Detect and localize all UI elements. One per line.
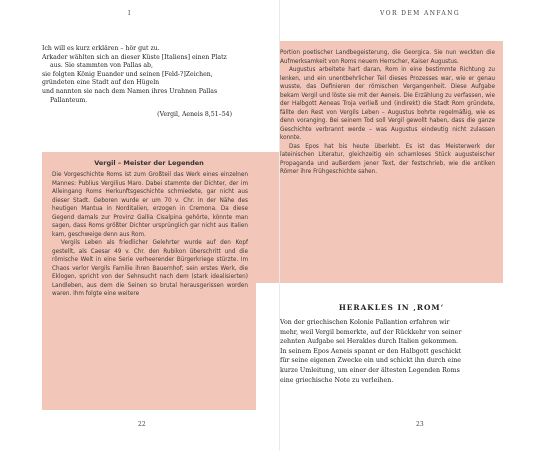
body-line: kurze Umleitung, um einer der ältesten Legenden Roms [280,366,460,374]
left-running-head: I [128,10,132,17]
right-folio: 23 [416,421,424,428]
body-line: Von der griechischen Kolonie Pallantion erfahren wir [280,319,450,326]
right-running-head: VOR DEM ANFANG [380,10,461,17]
sidebar-title: Vergil – Meister der Legenden [94,159,204,167]
poem-line: Ich will es kurz erklären – hör gut zu. [42,45,160,52]
sidebar-continued-text [280,49,495,177]
sidebar-box-continued [280,41,503,283]
poem-line: aus. Sie stammten von Pallas ab, [50,62,153,70]
sidebar-paragraph: Augustus arbeitete hart daran, Rom in eine bestimmte Richtung zu lenken, und ein unentbehrlicher Teil dieses Prozesses war, wie er genau wusste, das Definieren der römischen Vergangenheit. Diese Aufgabe bekam Vergil und löste sie mit der Aeneis. Die Erzählung zu verfassen, wie der Halbgott Aeneas Troja verließ und (indirekt) die Stadt Rom gründete, fällte den Rest von Vergils Leben – Augustus bohrte regelmäßig, wie es denn voranging. Bei seinem Tod soll Vergil gewollt haben, dass die ganze Geschichte verbrannt werde – was Augustus eindeutig nicht zulassen konnte. [280,67,495,141]
section-heading: HERAKLES IN ‚ROM‘ [338,303,445,312]
poem-line: Pallanteum. [50,96,88,104]
body-line: für seine eigenen Zwecke ein und schickt ihn durch eine [280,357,462,365]
poem-quote [42,45,232,120]
poem-line: Arkader wählten sich an dieser Küste [Italiens] einen Platz [42,53,227,61]
body-line: zehnten Aufgabe sei Herakles durch Italien gekommen. [280,338,459,346]
section-body [280,318,503,385]
left-folio: 22 [138,421,146,428]
body-line: mehr, weil Vergil bemerkte, auf der Rückkehr von seiner [280,328,462,336]
sidebar-text [52,171,248,299]
sidebar-paragraph: Die Vorgeschichte Roms ist zum Großteil das Werk eines einzelnen Mannes: Publius Vergilius Maro. Dabei stammte der Dichter, der im Alleingang Roms Herkunftsgeschichte schmiedete, gar nicht aus dieser Stadt. Geboren wurde er um 70 v. Chr. in der Nähe des heutigen Mantua in Norditalien, erzogen in Cremona. Da diese Gegend damals zur Provinz Gallia Cisalpina gehörte, könnte man sagen, dass Roms größter Dichter ursprünglich gar nicht aus Italien kam, geschweige denn aus Rom. [52,172,248,238]
poem-line: und nannten sie nach dem Namen ihres Urahnen Pallas [42,87,218,95]
sidebar-paragraph: Portion poetischer Landbegeisterung, die Georgica. Sie nun weckten die Aufmerksamkeit von Roms neuem Herrscher, Kaiser Augustus. [280,50,495,65]
sidebar-paragraph: Vergils Leben als friedlicher Gelehrter wurde auf den Kopf gestellt, als Caesar 49 v. Chr. den Rubikon überschritt und die römische Welt in eine Serie verheerender Bürgerkriege stürzte. Im Chaos verlor Vergils Familie ihren Bauernhof; sein erstes Werk, die Eklogen, spricht von der Sehnsucht nach dem (stark idealisierten) Landleben, aus dem die Seinen so brutal herausgerissen worden waren. Ihm folgte eine weitere [52,240,248,297]
body-line: eine griechische Note zu verleihen. [280,376,394,384]
body-line: In seinem Epos Aeneis spannt er den Halbgott geschickt [280,347,462,355]
sidebar-paragraph: Das Epos hat bis heute überlebt. Es ist das Meisterwerk der lateinischen Literatur, gleichzeitig ein schamloses Stück augusteischer Propaganda und außerdem jener Text, der festschrieb, wie die antiken Römer ihre Frühgeschichte sahen. [280,143,495,175]
sidebar-box-vergil [42,152,256,410]
poem-citation: (Vergil, Aeneis 8,51–54) [157,111,232,119]
poem-line: sie folgten König Euander und seinen [Feld-?]Zeichen, [42,70,213,78]
poem-line: gründeten eine Stadt auf den Hügeln [42,79,160,87]
sidebar-connector [256,152,280,283]
